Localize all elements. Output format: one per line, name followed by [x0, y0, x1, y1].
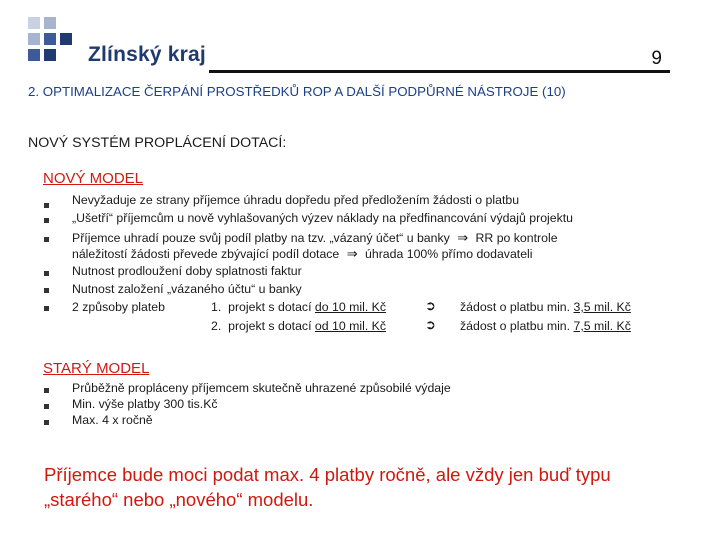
- square-bullet-icon: [44, 271, 49, 276]
- option-amount: od 10 mil. Kč: [314, 319, 387, 333]
- result-amount: 3,5 mil. Kč: [573, 300, 631, 314]
- payment-option-2: [211, 319, 386, 333]
- item-text: Příjemce uhradí pouze svůj podíl platby na tzv. „vázaný účet“ u banky: [72, 231, 450, 245]
- old-model-item: Max. 4 x ročně: [72, 413, 153, 427]
- logo-square: [44, 33, 56, 45]
- payment-methods-label: 2 způsoby plateb: [72, 300, 165, 314]
- square-bullet-icon: [44, 306, 49, 311]
- circle-arrow-right-icon: ➲: [425, 317, 436, 332]
- new-model-item-continued: [72, 246, 533, 262]
- logo-square: [44, 49, 56, 61]
- slide-subheading: NOVÝ SYSTÉM PROPLÁCENÍ DOTACÍ:: [28, 135, 287, 151]
- payment-option-1-result: [460, 300, 631, 314]
- item-text: náležitostí žádosti převede zbývající podíl dotace: [72, 247, 340, 261]
- result-text: žádost o platbu min.: [460, 300, 571, 314]
- logo-square: [44, 17, 56, 29]
- logo-square: [60, 33, 72, 45]
- option-number: 1.: [211, 300, 222, 314]
- new-model-item: Nutnost prodloužení doby splatnosti faktur: [72, 264, 302, 278]
- square-bullet-icon: [44, 288, 49, 293]
- square-bullet-icon: [44, 203, 49, 208]
- old-model-item: Průběžně propláceny příjemcem skutečně uhrazené způsobilé výdaje: [72, 381, 451, 395]
- new-model-item: „Ušetří“ příjemcům u nově vyhlašovaných výzev náklady na předfinancování výdajů projektu: [72, 211, 574, 225]
- logo-square: [28, 17, 40, 29]
- square-bullet-icon: [44, 218, 49, 223]
- square-bullet-icon: [44, 237, 49, 242]
- item-text: RR po kontrole: [475, 231, 558, 245]
- option-text: projekt s dotací: [228, 319, 312, 333]
- logo-text: Zlínský kraj: [88, 43, 206, 66]
- square-bullet-icon: [44, 420, 49, 425]
- option-amount: do 10 mil. Kč: [314, 300, 387, 314]
- page-number: 9: [651, 48, 662, 69]
- logo-square: [28, 33, 40, 45]
- new-model-item: Nutnost založení „vázaného účtu“ u banky: [72, 282, 302, 296]
- conclusion-text: Příjemce bude moci podat max. 4 platby ročně, ale vždy jen buď typu „starého“ nebo „nového“ modelu.: [44, 464, 611, 510]
- square-bullet-icon: [44, 404, 49, 409]
- option-number: 2.: [211, 319, 222, 333]
- result-amount: 7,5 mil. Kč: [573, 319, 631, 333]
- slide-heading: 2. OPTIMALIZACE ČERPÁNÍ PROSTŘEDKŮ ROP A DALŠÍ PODPŮRNÉ NÁSTROJE (10): [28, 84, 566, 99]
- payment-option-2-result: [460, 319, 631, 333]
- square-bullet-icon: [44, 388, 49, 393]
- logo-square: [28, 49, 40, 61]
- old-model-item: Min. výše platby 300 tis.Kč: [72, 397, 218, 411]
- new-model-item: [72, 230, 558, 246]
- result-text: žádost o platbu min.: [460, 319, 571, 333]
- zlinsky-kraj-logo: [28, 17, 208, 69]
- circle-arrow-right-icon: ➲: [425, 298, 436, 313]
- header-divider: [209, 70, 670, 73]
- old-model-title: STARÝ MODEL: [43, 360, 150, 377]
- item-text: úhrada 100% přímo dodavateli: [365, 247, 533, 261]
- double-arrow-right-icon: ⇒: [346, 246, 358, 261]
- payment-option-1: [211, 300, 386, 314]
- new-model-item: Nevyžaduje ze strany příjemce úhradu dopředu před předložením žádosti o platbu: [72, 193, 520, 207]
- option-text: projekt s dotací: [228, 300, 312, 314]
- new-model-title: NOVÝ MODEL: [43, 170, 144, 187]
- double-arrow-right-icon: ⇒: [457, 230, 469, 245]
